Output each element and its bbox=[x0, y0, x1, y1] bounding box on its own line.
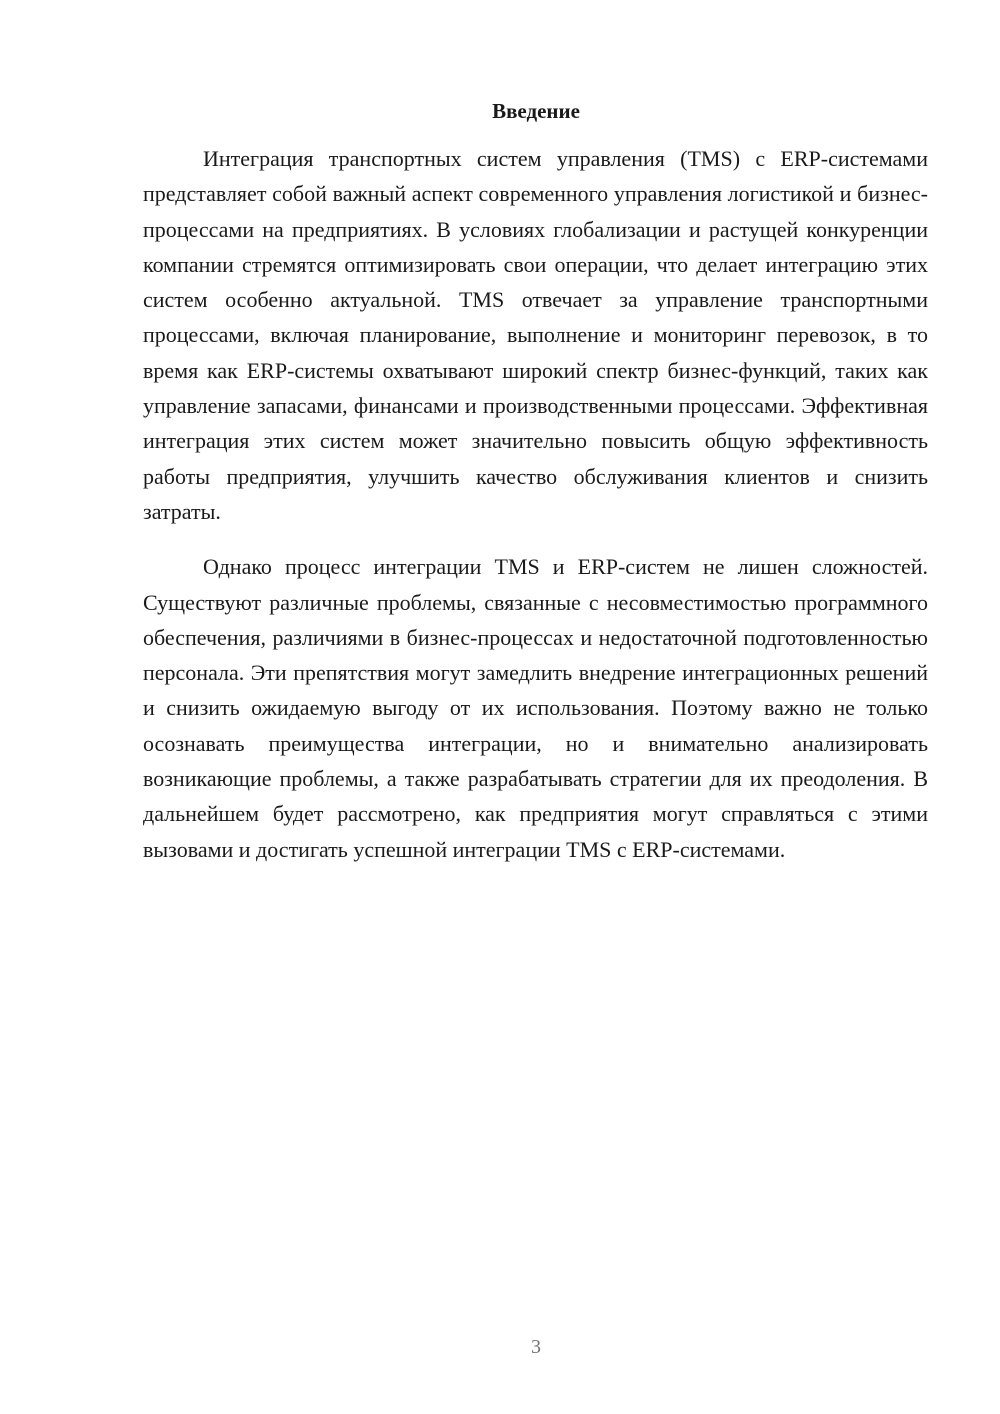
paragraph-1: Интеграция транспортных систем управления (TMS) с ERP-системами представляет собой важный аспект современного управления логистикой и бизнес-процессами на предприятиях. В условиях глобализации и растущей конкуренции компании стремятся оптимизировать свои операции, что делает интеграцию этих систем особенно актуальной. TMS отвечает за управление транспортными процессами, включая планирование, выполнение и мониторинг перевозок, в то время как ERP-системы охватывают широкий спектр бизнес-функций, таких как управление запасами, финансами и производственными процессами. Эффективная интеграция этих систем может значительно повысить общую эффективность работы предприятия, улучшить качество обслуживания клиентов и снизить затраты. bbox=[143, 146, 928, 524]
body-text bbox=[143, 141, 928, 867]
page-number: 3 bbox=[531, 1336, 541, 1358]
paragraph-2: Однако процесс интеграции TMS и ERP-систем не лишен сложностей. Существуют различные проблемы, связанные с несовместимостью программного обеспечения, различиями в бизнес-процессах и недостаточной подготовленностью персонала. Эти препятствия могут замедлить внедрение интеграционных решений и снизить ожидаемую выгоду от их использования. Поэтому важно не только осознавать преимущества интеграции, но и внимательно анализировать возникающие проблемы, а также разрабатывать стратегии для их преодоления. В дальнейшем будет рассмотрено, как предприятия могут справляться с этими вызовами и достигать успешной интеграции TMS с ERP-системами. bbox=[143, 554, 928, 862]
section-heading: Введение bbox=[492, 99, 580, 123]
